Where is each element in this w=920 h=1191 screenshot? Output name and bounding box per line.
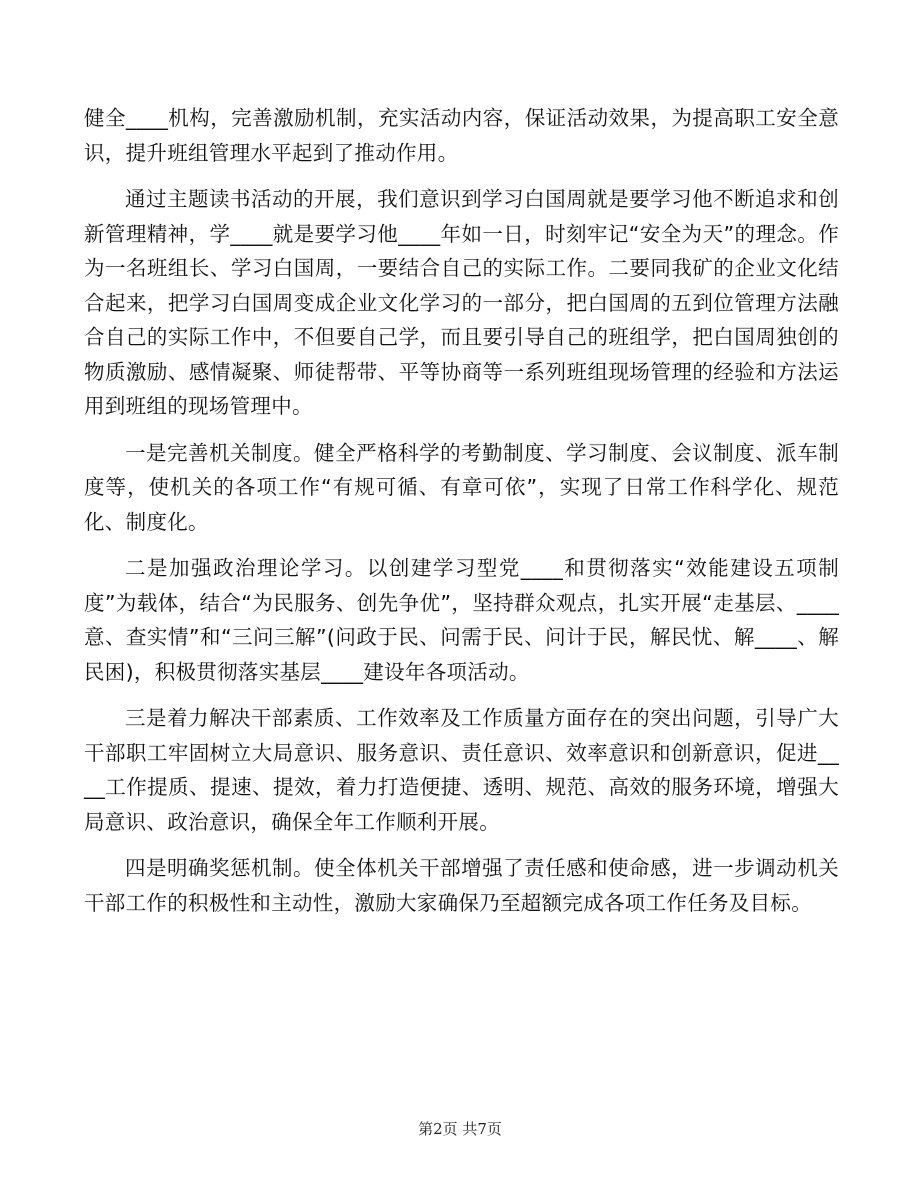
paragraph-point-two: 二是加强政治理论学习。以创建学习型党____和贯彻落实“效能建设五项制度”为载体，结合“为民服务、创先争优”，坚持群众观点，扎实开展“走基层、____意、查实情”和“三问三解”(问政于民、问需于民、问计于民，解民忧、解____、解民困)，积极贯彻落实基层____建设年各项活动。: [84, 556, 839, 684]
page-number-footer: 第2页 共7页: [418, 1120, 502, 1138]
paragraph-reading-activity: 通过主题读书活动的开展，我们意识到学习白国周就是要学习他不断追求和创新管理精神，学____就是要学习他____年如一日，时刻牢记“安全为天”的理念。作为一名班组长、学习白国周，一要结合自己的实际工作。二要同我矿的企业文化结合起来，把学习白国周变成企业文化学习的一部分，把白国周的五到位管理方法融合自己的实际工作中，不但要自己学，而且要引导自己的班组学，把白国周独创的物质激励、感情凝聚、师徒帮带、平等协商等一系列班组现场管理的经验和方法运用到班组的现场管理中。: [84, 187, 839, 418]
paragraph-continued: 健全____机构，完善激励机制，充实活动内容，保证活动效果，为提高职工安全意识，提升班组管理水平起到了推动作用。: [84, 106, 839, 165]
paragraph-point-three: 三是着力解决干部素质、工作效率及工作质量方面存在的突出问题，引导广大干部职工牢固树立大局意识、服务意识、责任意识、效率意识和创新意识，促进____工作提质、提速、提效，着力打造便捷、透明、规范、高效的服务环境，增强大局意识、政治意识，确保全年工作顺利开展。: [84, 706, 839, 834]
paragraph-point-one: 一是完善机关制度。健全严格科学的考勤制度、学习制度、会议制度、派车制度等，使机关的各项工作“有规可循、有章可依”，实现了日常工作科学化、规范化、制度化。: [84, 440, 839, 534]
paragraph-point-four: 四是明确奖惩机制。使全体机关干部增强了责任感和使命感，进一步调动机关干部工作的积极性和主动性，激励大家确保乃至超额完成各项工作任务及目标。: [84, 856, 839, 915]
document-body: [84, 101, 839, 920]
